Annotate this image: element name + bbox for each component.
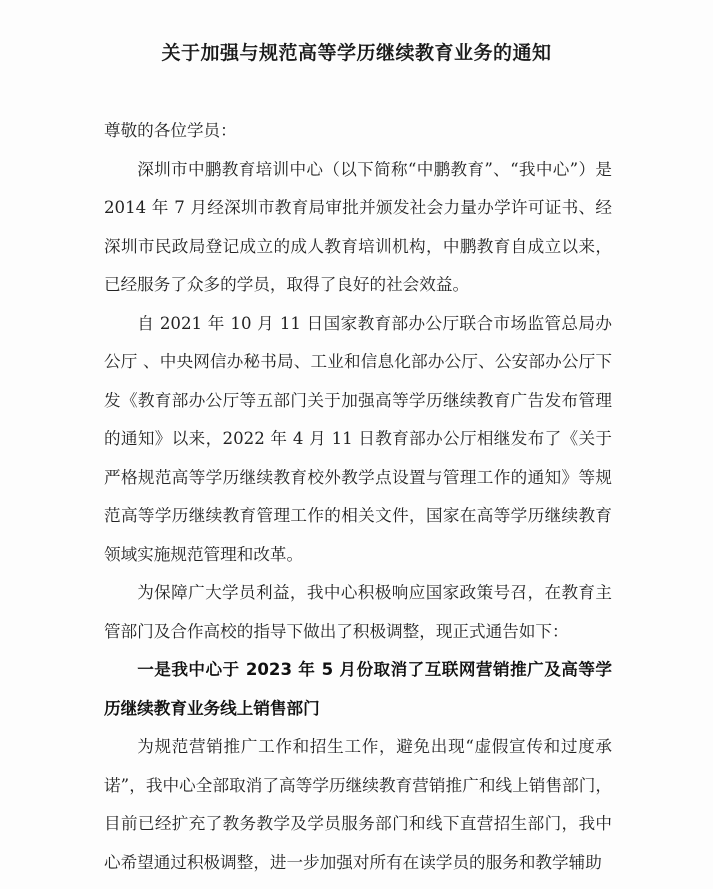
paragraph-adjustment: 为规范营销推广工作和招生工作，避免出现“虚假宣传和过度承诺”，我中心全部取消了高等学历继续教育营销推广和线上销售部门，目前已经扩充了教务教学及学员服务部门和线下直营招生部门，我中心希望通过积极调整，进一步加强对所有在读学员的服务和教学辅助: [104, 737, 612, 872]
paragraph-announcement: 为保障广大学员利益，我中心积极响应国家政策号召，在教育主管部门及合作高校的指导下做出了积极调整，现正式通告如下：: [104, 583, 612, 641]
section-heading: 一是我中心于 2023 年 5 月份取消了互联网营销推广及高等学历继续教育业务线上销售部门: [104, 660, 612, 718]
document-body: [104, 112, 612, 882]
paragraph-intro: 深圳市中鹏教育培训中心（以下简称“中鹏教育”、“我中心”）是 2014 年 7 月经深圳市教育局审批并颁发社会力量办学许可证书、经深圳市民政局登记成立的成人教育培训机构，中鹏教育自成立以来，已经服务了众多的学员，取得了良好的社会效益。: [104, 159, 612, 294]
document-title: 关于加强与规范高等学历继续教育业务的通知: [161, 42, 552, 64]
greeting-line: 尊敬的各位学员：: [104, 121, 237, 140]
paragraph-policy: 自 2021 年 10 月 11 日国家教育部办公厅联合市场监管总局办公厅 、中央网信办秘书局、工业和信息化部办公厅、公安部办公厅下发《教育部办公厅等五部门关于加强高等学历继续教育广告发布管理的通知》以来，2022 年 4 月 11 日教育部办公厅相继发布了《关于严格规范高等学历继续教育校外教学点设置与管理工作的通知》等规范高等学历继续教育管理工作的相关文件，国家在高等学历继续教育领域实施规范管理和改革。: [104, 313, 612, 564]
